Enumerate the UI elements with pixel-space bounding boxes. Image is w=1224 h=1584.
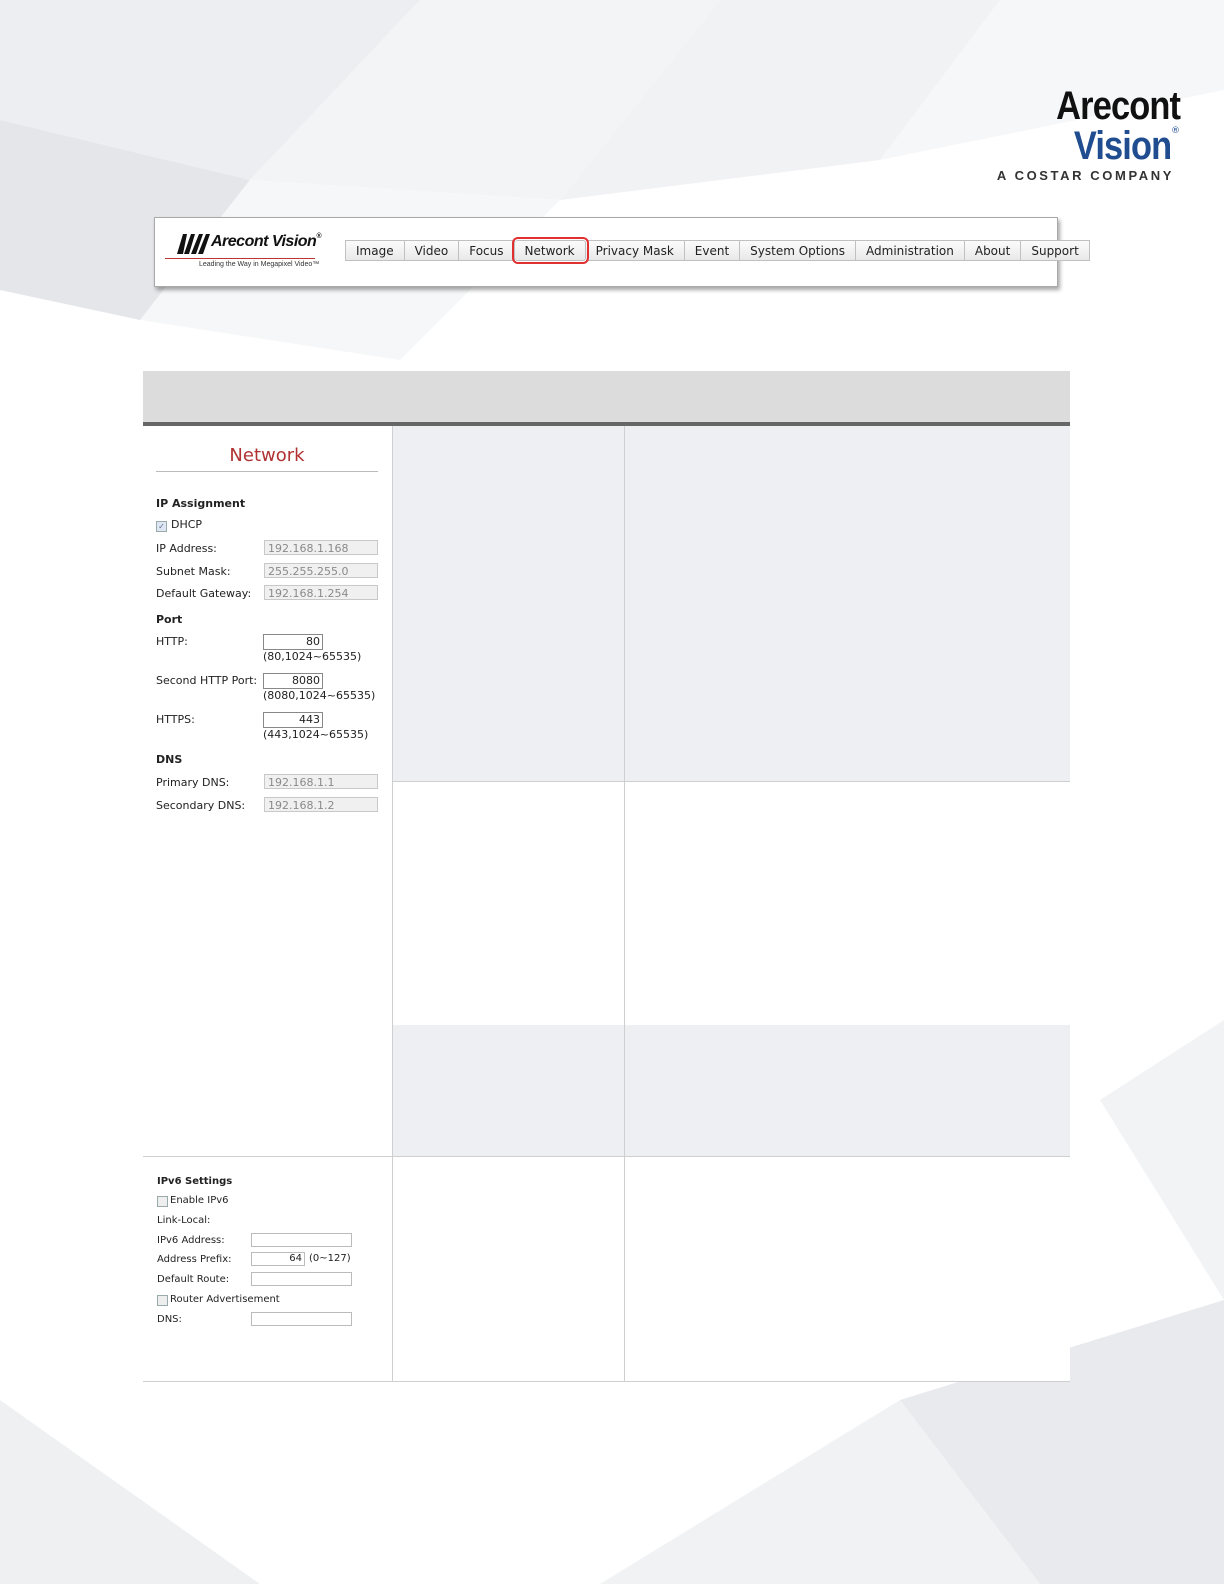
link-local-label: Link-Local: — [157, 1214, 211, 1226]
tab-event[interactable]: Event — [685, 240, 740, 261]
router-advertisement-label: Router Advertisement — [170, 1293, 280, 1305]
http-port-label: HTTP: — [156, 635, 188, 648]
table-divider — [392, 426, 393, 1381]
tab-support[interactable]: Support — [1021, 240, 1089, 261]
brand-logo — [940, 86, 1180, 183]
second-http-port-label: Second HTTP Port: — [156, 674, 258, 687]
table-cell-row1-col3 — [625, 426, 1070, 781]
https-port-range: (443,1024~65535) — [263, 728, 369, 741]
enable-ipv6-label: Enable IPv6 — [170, 1195, 229, 1206]
tab-image[interactable]: Image — [345, 240, 405, 261]
table-cell-row4-col3 — [625, 1157, 1070, 1381]
brand-word-vision: Vision — [1073, 124, 1171, 168]
ipv6-dns-field[interactable] — [251, 1312, 352, 1326]
dns-heading: DNS — [156, 753, 183, 766]
default-route-label: Default Route: — [157, 1274, 230, 1286]
ipv6-address-field[interactable] — [251, 1233, 352, 1247]
tab-system-options[interactable]: System Options — [740, 240, 856, 261]
secondary-dns-field[interactable]: 192.168.1.2 — [264, 797, 378, 812]
dhcp-label: DHCP — [171, 518, 203, 531]
table-cell-row3-col2 — [393, 1025, 624, 1156]
https-port-field[interactable]: 443 — [263, 712, 323, 728]
brand-word-arecont: Arecont — [1056, 84, 1180, 128]
ip-assignment-heading: IP Assignment — [156, 497, 246, 510]
table-cell-row2-col2 — [393, 782, 624, 1020]
table-divider — [143, 1381, 1070, 1382]
brand-tagline: A COSTAR COMPANY — [996, 168, 1174, 183]
ipv6-address-label: IPv6 Address: — [157, 1234, 225, 1246]
table-cell-row2-col3 — [625, 782, 1070, 1020]
ipv6-settings-panel — [157, 1176, 357, 1332]
tab-about[interactable]: About — [965, 240, 1021, 261]
https-port-label: HTTPS: — [156, 713, 195, 726]
default-gateway-label: Default Gateway: — [156, 587, 252, 600]
table-divider — [143, 1156, 1070, 1157]
http-port-field[interactable]: 80 — [263, 634, 323, 650]
enable-ipv6-checkbox[interactable] — [157, 1196, 168, 1207]
nav-logo-divider — [165, 258, 315, 259]
default-route-field[interactable] — [251, 1272, 352, 1286]
nav-logo-slogan: Leading the Way in Megapixel Video™ — [199, 261, 320, 268]
primary-dns-label: Primary DNS: — [156, 776, 230, 789]
second-http-port-field[interactable]: 8080 — [263, 673, 323, 689]
tab-focus[interactable]: Focus — [459, 240, 514, 261]
panel-title: Network — [156, 445, 378, 472]
nav-tabs — [345, 240, 1090, 262]
address-prefix-range: (0~127) — [309, 1253, 351, 1265]
table-divider — [624, 426, 625, 1381]
subnet-mask-label: Subnet Mask: — [156, 564, 231, 578]
dhcp-checkbox[interactable]: ✓ — [156, 521, 167, 532]
table-cell-row3-col3 — [625, 1025, 1070, 1156]
primary-dns-field[interactable]: 192.168.1.1 — [264, 774, 378, 789]
table-header — [143, 371, 1070, 426]
brand-registered-mark: ® — [1171, 126, 1180, 136]
http-port-range: (80,1024~65535) — [263, 650, 362, 663]
subnet-mask-field[interactable]: 255.255.255.0 — [264, 563, 378, 578]
router-advertisement-option[interactable] — [157, 1294, 280, 1306]
dhcp-option[interactable] — [156, 518, 202, 532]
port-heading: Port — [156, 613, 183, 626]
tab-administration[interactable]: Administration — [856, 240, 965, 261]
ip-address-field[interactable]: 192.168.1.168 — [264, 540, 378, 555]
table-divider — [393, 781, 1070, 782]
camera-nav-bar — [154, 217, 1079, 287]
secondary-dns-label: Secondary DNS: — [156, 798, 246, 812]
network-settings-panel — [156, 445, 378, 819]
address-prefix-label: Address Prefix: — [157, 1254, 232, 1266]
tab-network[interactable]: Network — [515, 240, 586, 261]
nav-logo — [165, 228, 321, 272]
table-cell-row4-col2 — [393, 1157, 624, 1381]
ipv6-heading: IPv6 Settings — [157, 1176, 233, 1187]
ipv6-dns-label: DNS: — [157, 1313, 182, 1325]
tab-privacy-mask[interactable]: Privacy Mask — [586, 240, 685, 261]
router-advertisement-checkbox[interactable] — [157, 1295, 168, 1306]
arecont-mark-icon — [177, 234, 211, 254]
default-gateway-field[interactable]: 192.168.1.254 — [264, 585, 378, 600]
address-prefix-field[interactable]: 64 — [251, 1252, 305, 1266]
table-cell-row1-col2 — [393, 426, 624, 781]
second-http-port-range: (8080,1024~65535) — [263, 689, 376, 702]
nav-logo-name: Arecont Vision® — [211, 233, 321, 250]
enable-ipv6-option[interactable] — [157, 1195, 229, 1207]
tab-video[interactable]: Video — [405, 240, 460, 261]
ip-address-label: IP Address: — [156, 542, 217, 555]
